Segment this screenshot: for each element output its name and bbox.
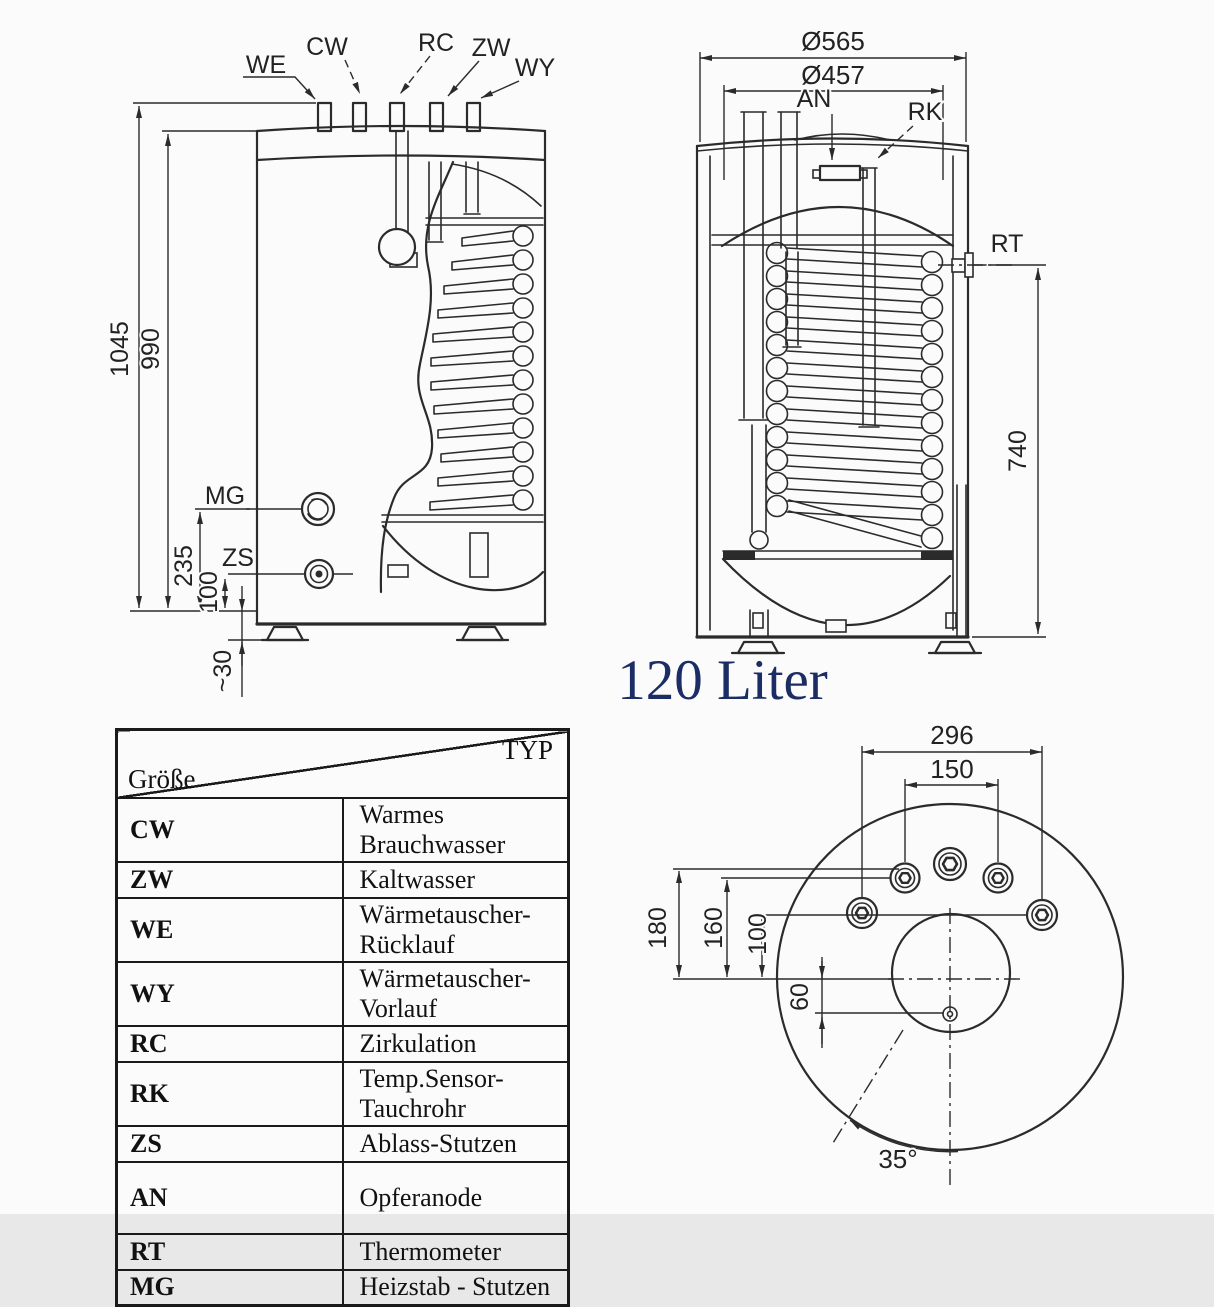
flange-circle (892, 914, 1010, 1032)
row-label: Temp.Sensor-Tauchrohr (343, 1062, 569, 1126)
table-row (117, 862, 569, 898)
side-tank-outline (257, 126, 545, 624)
dim-100-top: 100 (744, 913, 772, 955)
rk-sensor-tube (859, 168, 879, 427)
an-label: AN (796, 85, 832, 113)
row-label: Warmes Brauchwasser (343, 798, 569, 862)
row-label: Wärmetauscher-Vorlauf (343, 962, 569, 1026)
dim-d457: Ø457 (801, 60, 865, 90)
section-view (697, 26, 1046, 653)
dim-150: 150 (930, 754, 974, 784)
table-row (117, 1062, 569, 1126)
header-groesse: Größe (128, 763, 196, 794)
dim-235: 235 (170, 545, 198, 587)
top-centerlines (833, 908, 1024, 1188)
row-label: Wärmetauscher-Rücklauf (343, 898, 569, 962)
row-code: RK (117, 1062, 343, 1126)
cw-label: CW (306, 33, 348, 61)
table-row (117, 1162, 569, 1234)
rc-label: RC (417, 29, 455, 57)
section-tank-outline (697, 134, 968, 637)
dim-d565: Ø565 (801, 26, 865, 56)
side-view (106, 29, 555, 697)
table-row (117, 898, 569, 962)
row-label: Zirkulation (343, 1026, 569, 1062)
page-title: 120 Liter (617, 649, 828, 712)
row-code: RC (117, 1026, 343, 1062)
zs-label: ZS (222, 544, 254, 572)
dim-35deg: 35° (878, 1144, 918, 1174)
row-code: MG (117, 1270, 343, 1306)
row-code: ZS (117, 1126, 343, 1162)
dim-1045: 1045 (106, 321, 134, 377)
bottom-stub (388, 565, 408, 577)
row-code: WE (117, 898, 343, 962)
dim-100-side: 100 (195, 571, 223, 613)
side-dimensions (130, 56, 519, 697)
zw-label: ZW (471, 34, 511, 62)
dished-bottom (383, 526, 543, 590)
row-code: RT (117, 1234, 343, 1270)
section-coil (767, 243, 943, 549)
section-dome (712, 166, 953, 246)
port-far-right (1027, 900, 1057, 930)
dim-160: 160 (700, 907, 728, 949)
row-label: Opferanode (343, 1162, 569, 1234)
header-typ: TYP (501, 735, 553, 765)
row-code: ZW (117, 862, 343, 898)
legend-header-row (117, 730, 569, 798)
port-far-left (847, 898, 877, 928)
inspection-hole (379, 229, 415, 265)
table-row (117, 962, 569, 1026)
table-row (117, 1234, 569, 1270)
mg-label: MG (204, 482, 246, 510)
top-labels (644, 720, 974, 1174)
dim-30: ~30 (209, 649, 237, 693)
row-label: Thermometer (343, 1234, 569, 1270)
foot-bracket (470, 533, 488, 577)
dim-296: 296 (930, 720, 974, 750)
wy-label: WY (514, 54, 556, 82)
side-feet (262, 627, 508, 640)
side-internals (379, 131, 543, 592)
port-left (891, 864, 920, 893)
zs-port (305, 560, 333, 588)
row-label: Kaltwasser (343, 862, 569, 898)
table-row (117, 1026, 569, 1062)
rt-label: RT (990, 230, 1024, 258)
mg-port (302, 493, 334, 525)
top-view (644, 720, 1123, 1188)
dim-990: 990 (137, 328, 165, 370)
dim-180: 180 (644, 907, 672, 949)
dim-60: 60 (786, 983, 814, 1011)
cutaway-boundary (381, 162, 453, 592)
table-row (117, 798, 569, 862)
table-row (117, 1126, 569, 1162)
table-row (117, 1270, 569, 1306)
dim-740: 740 (1004, 430, 1032, 472)
row-code: AN (117, 1162, 343, 1234)
we-label: WE (245, 51, 287, 79)
row-code: CW (117, 798, 343, 862)
row-code: WY (117, 962, 343, 1026)
section-bottom (723, 485, 966, 637)
legend-header-cell (117, 730, 569, 798)
port-right (984, 864, 1013, 893)
row-label: Heizstab - Stutzen (343, 1270, 569, 1306)
row-label: Ablass-Stutzen (343, 1126, 569, 1162)
rk-label: RK (907, 98, 943, 126)
legend-table (115, 728, 570, 1307)
side-coil (430, 226, 533, 510)
port-cw (934, 848, 966, 880)
